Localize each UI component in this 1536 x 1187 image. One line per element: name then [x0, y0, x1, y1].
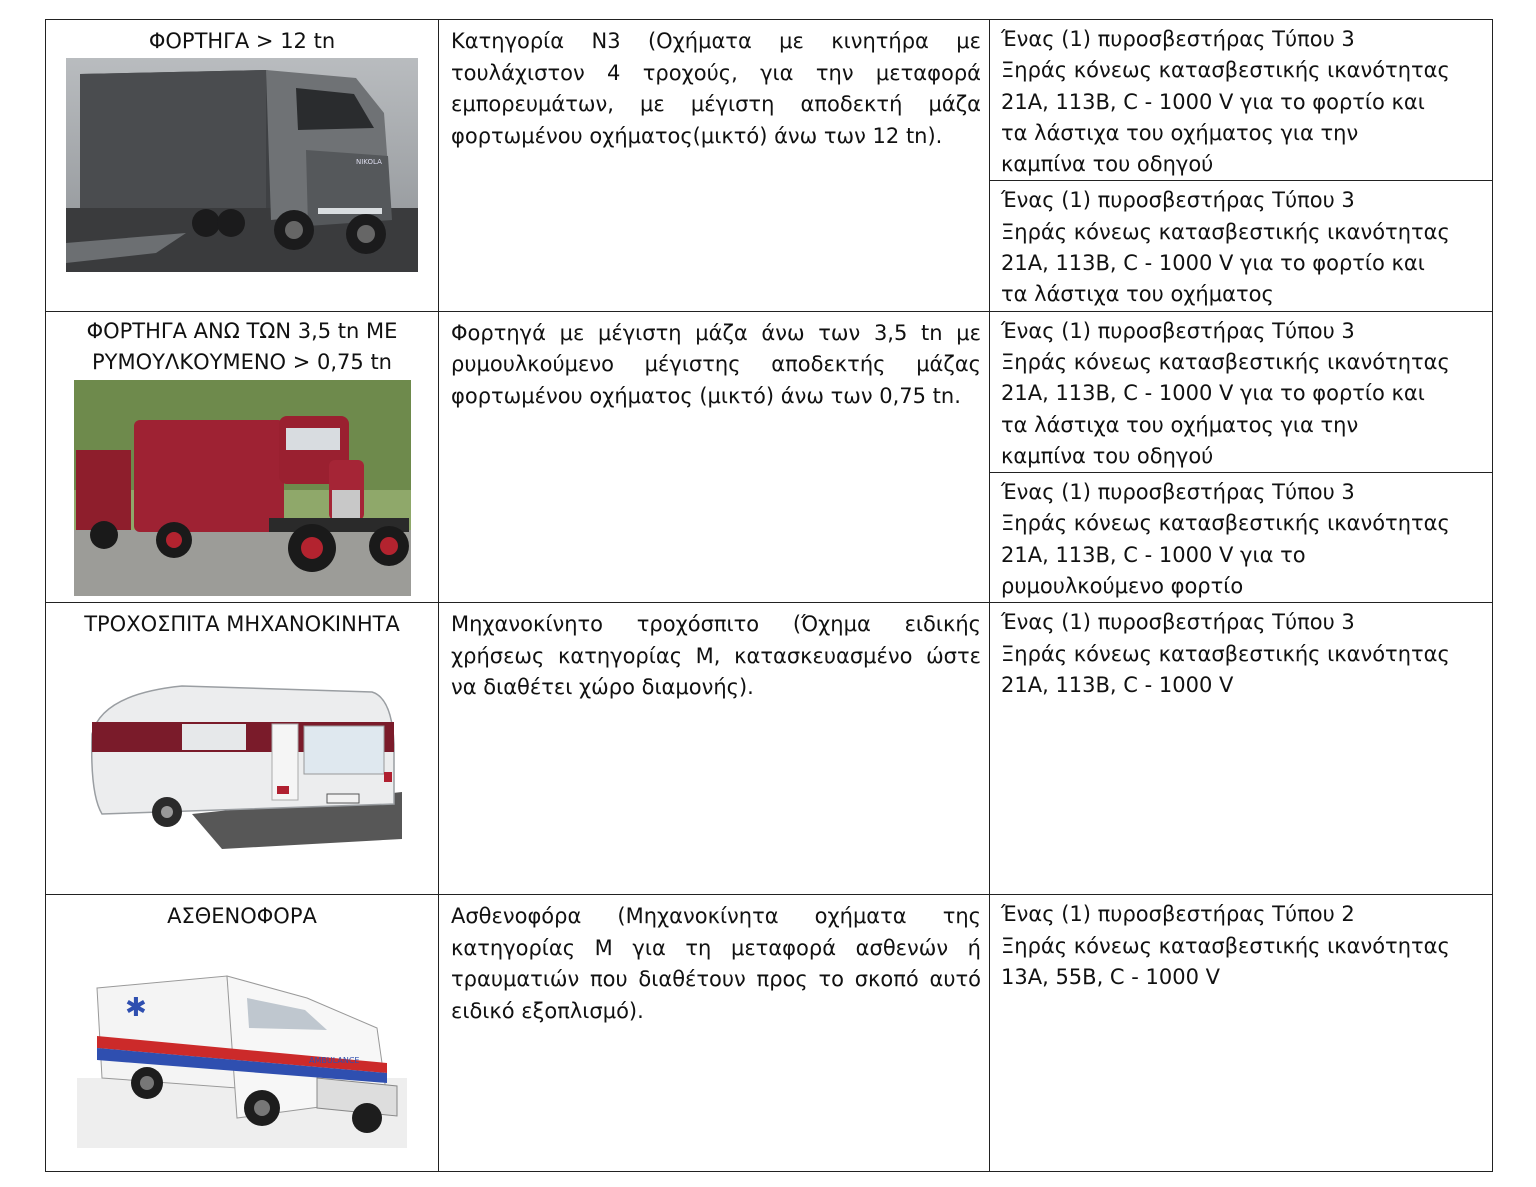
category-cell — [46, 311, 439, 603]
description-text: Μηχανοκίνητο τροχόσπιτο (Όχημα ειδικής χρήσεως κατηγορίας Μ, κατασκευασμένο ώστε να διαθέτει χώρο διαμονής). — [451, 612, 981, 700]
extinguisher-line: 21Α, 113Β, C - 1000 V — [1001, 672, 1234, 697]
extinguisher-line: Ξηράς κόνεως κατασβεστικής ικανότητας — [1001, 219, 1450, 244]
extinguisher-cell — [990, 603, 1493, 895]
extinguisher-text — [990, 20, 1492, 180]
extinguisher-text — [990, 181, 1492, 310]
extinguisher-line: τα λάστιχα του οχήματος — [1001, 282, 1274, 307]
table-row — [46, 311, 1493, 472]
extinguisher-line: Ένας (1) πυροσβεστήρας Τύπου 2 — [1001, 902, 1355, 927]
extinguisher-line: Ένας (1) πυροσβεστήρας Τύπου 3 — [1001, 480, 1355, 505]
category-title: ΤΡΟΧΟΣΠΙΤΑ ΜΗΧΑΝΟΚΙΝΗΤΑ — [84, 612, 400, 637]
extinguisher-line: Ένας (1) πυροσβεστήρας Τύπου 3 — [1001, 27, 1355, 51]
extinguisher-line: καμπίνα του οδηγού — [1001, 443, 1214, 468]
category-title — [46, 312, 438, 378]
description-cell — [439, 20, 990, 312]
description-cell — [439, 603, 990, 895]
extinguisher-line: Ξηράς κόνεως κατασβεστικής ικανότητας — [1001, 933, 1450, 958]
caravan-image — [72, 664, 412, 864]
category-cell — [46, 603, 439, 895]
extinguisher-line: Ξηράς κόνεως κατασβεστικής ικανότητας — [1001, 641, 1450, 666]
description-cell — [439, 311, 990, 603]
extinguisher-line: 21Α, 113Β, C - 1000 V για το φορτίο και — [1001, 89, 1425, 114]
extinguisher-cell — [990, 311, 1493, 472]
table-row — [46, 603, 1493, 895]
extinguisher-text — [990, 603, 1492, 701]
extinguisher-line: ρυμουλκούμενο φορτίο — [1001, 574, 1244, 599]
description-text: Φορτηγά με μέγιστη μάζα άνω των 3,5 tn με ρυμουλκούμενο μέγιστης αποδεκτής μάζας φορτωμένου οχήματος (μικτό) άνω των 0,75 tn. — [451, 320, 981, 408]
star-of-life-icon: ✱ — [125, 993, 147, 1024]
extinguisher-line: Ένας (1) πυροσβεστήρας Τύπου 3 — [1001, 610, 1355, 635]
description-text: Ασθενοφόρα (Μηχανοκίνητα οχήματα της κατηγορίας Μ για τη μεταφορά ασθενών ή τραυματιών που διαθέτουν προς το σκοπό αυτό ειδικό εξοπλισμό). — [451, 904, 981, 1023]
extinguisher-line: 21Α, 113Β, C - 1000 V για το φορτίο και — [1001, 381, 1425, 406]
vehicle-extinguisher-table — [45, 19, 1493, 1172]
extinguisher-line: Ένας (1) πυροσβεστήρας Τύπου 3 — [1001, 188, 1355, 213]
category-cell — [46, 20, 439, 312]
extinguisher-line: Ένας (1) πυροσβεστήρας Τύπου 3 — [1001, 318, 1355, 343]
category-line: ΡΥΜΟΥΛΚΟΥΜΕΝΟ > 0,75 tn — [91, 349, 392, 374]
extinguisher-text — [990, 473, 1492, 602]
extinguisher-line: 21Α, 113Β, C - 1000 V για το — [1001, 542, 1306, 567]
extinguisher-line: 21Α, 113Β, C - 1000 V για το φορτίο και — [1001, 251, 1425, 276]
category-title: ΦΟΡΤΗΓΑ > 12 tn — [148, 29, 336, 53]
extinguisher-text — [990, 895, 1492, 993]
table-row — [46, 895, 1493, 1172]
extinguisher-cell — [990, 895, 1493, 1172]
extinguisher-line: Ξηράς κόνεως κατασβεστικής ικανότητας — [1001, 511, 1450, 536]
description-cell — [439, 895, 990, 1172]
category-line: ΦΟΡΤΗΓΑ ΑΝΩ ΤΩΝ 3,5 tn ΜΕ — [86, 318, 398, 343]
extinguisher-line: Ξηράς κόνεως κατασβεστικής ικανότητας — [1001, 349, 1450, 374]
nikola-logo: NIKOLA — [356, 158, 382, 166]
extinguisher-text — [990, 312, 1492, 472]
extinguisher-line: καμπίνα του οδηγού — [1001, 152, 1214, 177]
category-cell — [46, 895, 439, 1172]
extinguisher-cell — [990, 20, 1493, 181]
category-title: ΑΣΘΕΝΟΦΟΡΑ — [167, 904, 317, 929]
table-row — [46, 20, 1493, 181]
extinguisher-line: τα λάστιχα του οχήματος για την — [1001, 412, 1359, 437]
ambulance-label: AMBULANCE — [309, 1056, 360, 1066]
truck-trailer-image — [74, 380, 411, 596]
extinguisher-line: Ξηράς κόνεως κατασβεστικής ικανότητας — [1001, 58, 1450, 83]
extinguisher-line: 13Α, 55Β, C - 1000 V — [1001, 964, 1220, 989]
extinguisher-line: τα λάστιχα του οχήματος για την — [1001, 120, 1359, 145]
extinguisher-cell — [990, 181, 1493, 311]
ambulance-image — [77, 968, 407, 1148]
truck-image — [66, 58, 418, 272]
description-text: Κατηγορία Ν3 (Οχήματα με κινητήρα με τουλάχιστον 4 τροχούς, για την μεταφορά εμπορευμάτων, με μέγιστη αποδεκτή μάζα φορτωμένου οχήματος(μικτό) άνω των 12 tn). — [451, 29, 981, 148]
extinguisher-cell — [990, 473, 1493, 603]
